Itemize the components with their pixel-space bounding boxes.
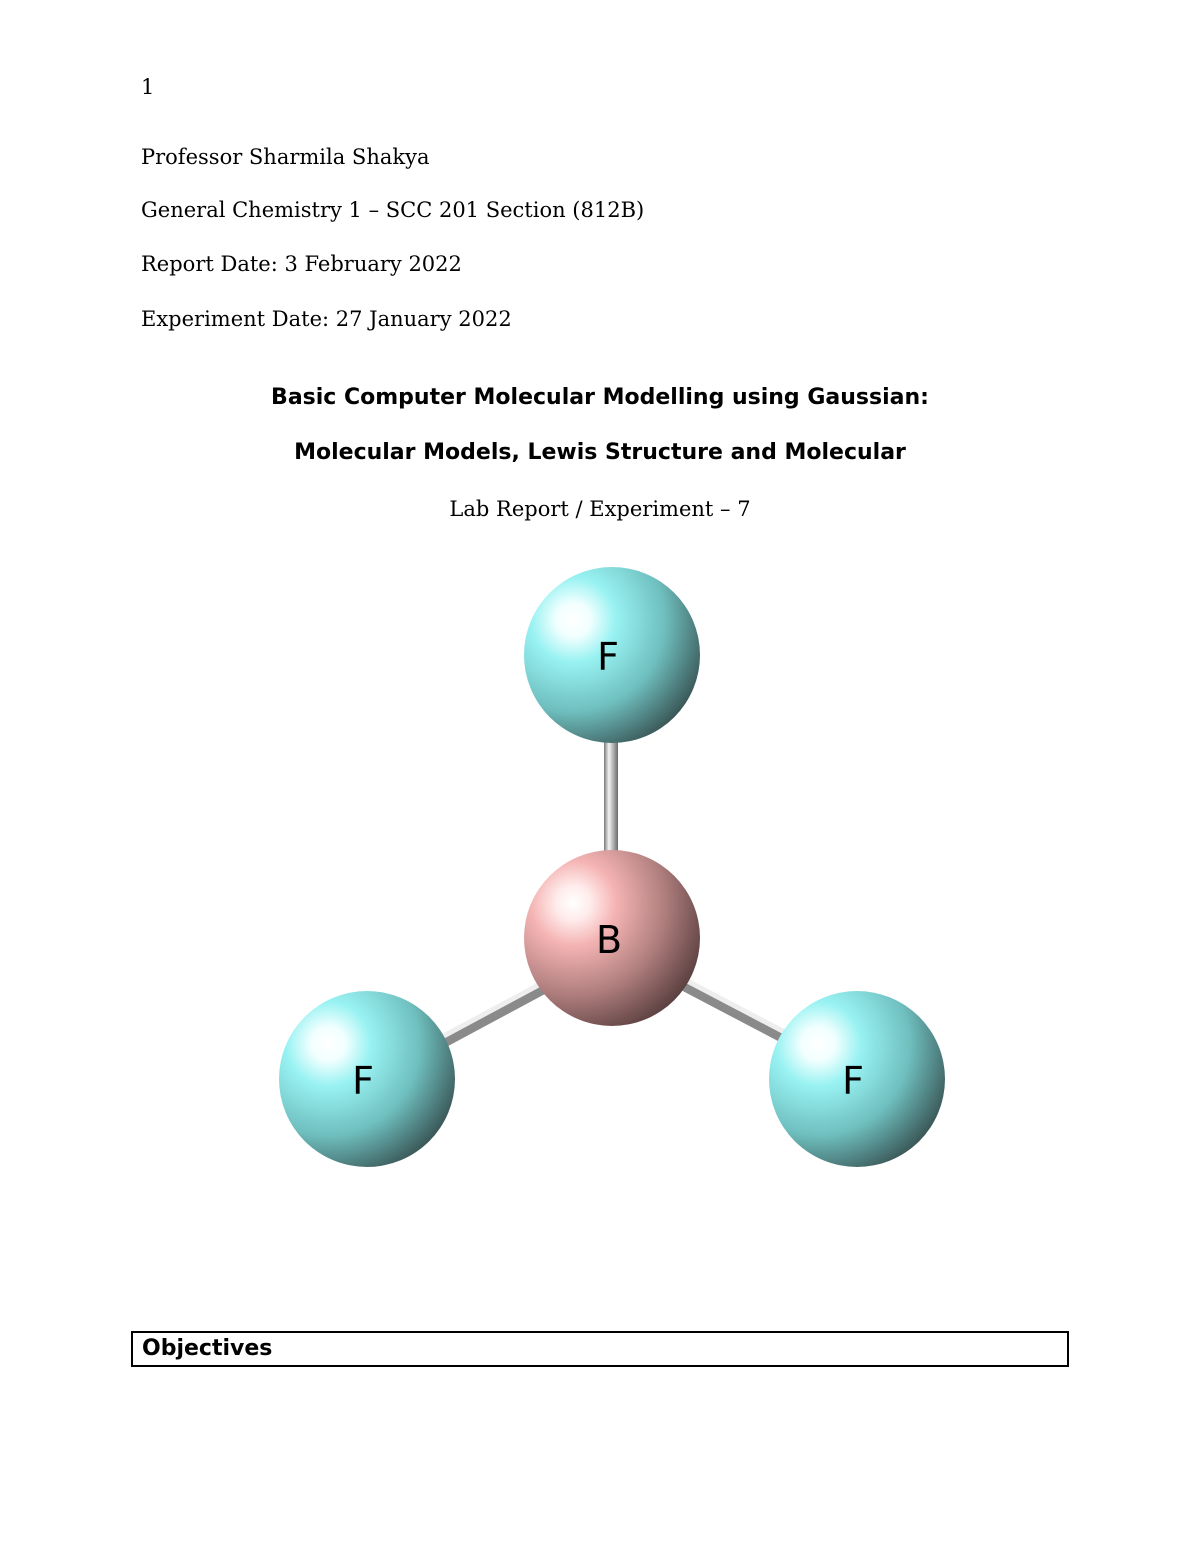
page-number: 1 — [141, 75, 155, 99]
objectives-heading: Objectives — [142, 1336, 273, 1361]
atom-fluorine-right — [769, 991, 945, 1167]
atom-label-b: B — [595, 918, 623, 962]
bond-b-f-top — [604, 735, 618, 860]
atom-label-f-right: F — [842, 1059, 864, 1103]
objectives-section-box — [131, 1331, 1069, 1367]
experiment-date: Experiment Date: 27 January 2022 — [141, 307, 512, 331]
atom-label-f-top: F — [597, 635, 619, 679]
atom-boron-center — [524, 850, 700, 1026]
bond-b-f-left — [438, 981, 548, 1043]
report-date: Report Date: 3 February 2022 — [141, 252, 462, 276]
bond-b-f-right — [672, 974, 792, 1040]
atom-label-f-left: F — [352, 1059, 374, 1103]
report-title-line-1: Basic Computer Molecular Modelling using Gaussian: — [271, 385, 929, 410]
report-title-line-2: Molecular Models, Lewis Structure and Molecular — [294, 440, 906, 465]
atom-fluorine-top — [524, 567, 700, 743]
atom-fluorine-left — [279, 991, 455, 1167]
course-name: General Chemistry 1 – SCC 201 Section (812B) — [141, 198, 645, 222]
report-subtitle: Lab Report / Experiment – 7 — [449, 497, 751, 521]
professor-name: Professor Sharmila Shakya — [141, 145, 430, 169]
